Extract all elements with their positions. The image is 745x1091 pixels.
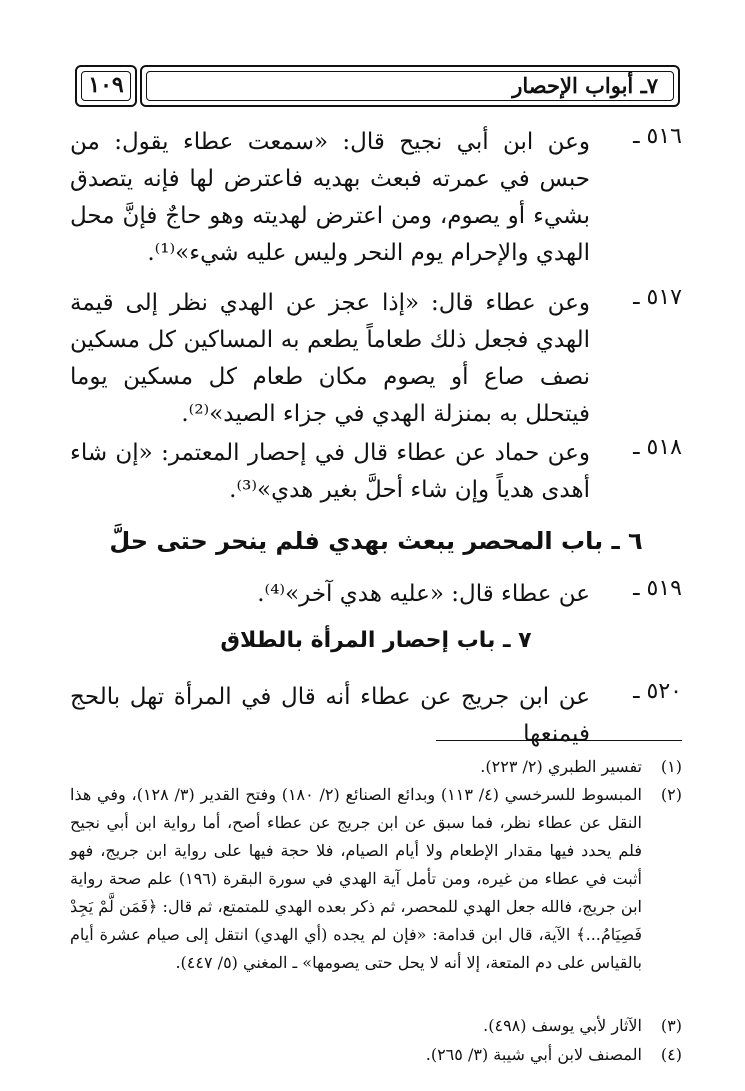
entry-520 [70, 679, 682, 753]
entry-text: وعن حماد عن عطاء قال في إحصار المعتمر: «إن شاء أهدى هدياً وإن شاء أحلَّ بغير هدي»⁽³⁾. [70, 440, 590, 503]
entry-519 [70, 576, 682, 613]
entry-text: عن عطاء قال: «عليه هدي آخر»⁽⁴⁾. [257, 581, 590, 607]
entry-text: وعن عطاء قال: «إذا عجز عن الهدي نظر إلى قيمة الهدي فجعل ذلك طعاماً يطعم به المساكين كل مسكين نصف صاع أو يصوم مكان طعام كل مسكين يوما فيتحلل به بمنزلة الهدي في جزاء الصيد»⁽²⁾. [70, 290, 590, 427]
footnote-3 [70, 1012, 682, 1040]
page-number-box [75, 65, 137, 107]
entry-text: وعن ابن أبي نجيح قال: «سمعت عطاء يقول: من حبس في عمرته فبعث بهديه فاعترض لها فإنه يتصدق بشيء أو يصوم، ومن اعترض لهديته وهو حاجٌ فإنَّ محل الهدي والإحرام يوم النحر وليس عليه شيء»⁽¹⁾. [70, 129, 590, 266]
entry-516 [70, 124, 682, 272]
entry-text: عن ابن جريج عن عطاء أنه قال في المرأة تهل بالحج فيمنعها [70, 684, 590, 747]
footnote-1 [70, 753, 682, 781]
footnote-number: (١) [660, 757, 682, 776]
entry-number: ٥١٨ ـ [633, 435, 682, 460]
footnote-text: المبسوط للسرخسي (٤/ ١١٣) وبدائع الصنائع (٢/ ١٨٠) وفتح القدير (٣/ ١٢٨)، وفي هذا النقل عن عطاء نظر، فما سبق عن ابن جريج عن عطاء أصح، أما رواية ابن أبي نجيح فلم يحدد فيها مقدار الإطعام ولا أيام الصيام، فلا حجة فيها على رواية ابن جريج، فهو أثبت في عطاء من غيره، ومن تأمل آية الهدي في سورة البقرة (١٩٦) علم صحة رواية ابن جريج، فالله جعل الهدي للمحصر، ثم ذكر بعده الهدي للمتمتع، ثم قال: ﴿فَمَن لَّمْ يَجِدْ فَصِيَامُ...﴾ الآية، قال ابن قدامة: «فإن لم يجده (أي الهدي) انتقل إلى صيام عشرة أيام بالقياس على دم المتعة، إلا أنه لا يحل حتى يصومها» ـ المغني (٥/ ٤٤٧). [70, 785, 643, 972]
footnote-2 [70, 781, 682, 977]
footnote-text: الآثار لأبي يوسف (٤٩٨). [483, 1016, 642, 1035]
entry-518 [70, 435, 682, 509]
entry-number: ٥١٦ ـ [633, 124, 682, 149]
footnote-number: (٣) [660, 1016, 682, 1035]
entry-number: ٥١٧ ـ [633, 285, 682, 310]
footnote-number: (٢) [660, 785, 682, 804]
entry-517 [70, 285, 682, 433]
section-heading-6: ٦ ـ باب المحصر يبعث بهدي فلم ينحر حتى حلَّ [109, 527, 643, 555]
footnote-text: المصنف لابن أبي شيبة (٣/ ٢٦٥). [425, 1045, 642, 1064]
chapter-title: ٧ـ أبواب الإحصار [512, 73, 658, 98]
footnote-number: (٤) [660, 1045, 682, 1064]
footnote-4 [70, 1041, 682, 1069]
footnote-text: تفسير الطبري (٢/ ٢٢٣). [480, 757, 642, 776]
chapter-header [140, 65, 680, 107]
section-heading-7: ٧ ـ باب إحصار المرأة بالطلاق [220, 628, 532, 653]
footnote-divider [436, 740, 682, 741]
page-number: ١٠٩ [88, 72, 124, 98]
entry-number: ٥٢٠ ـ [633, 679, 682, 704]
entry-number: ٥١٩ ـ [633, 576, 682, 601]
